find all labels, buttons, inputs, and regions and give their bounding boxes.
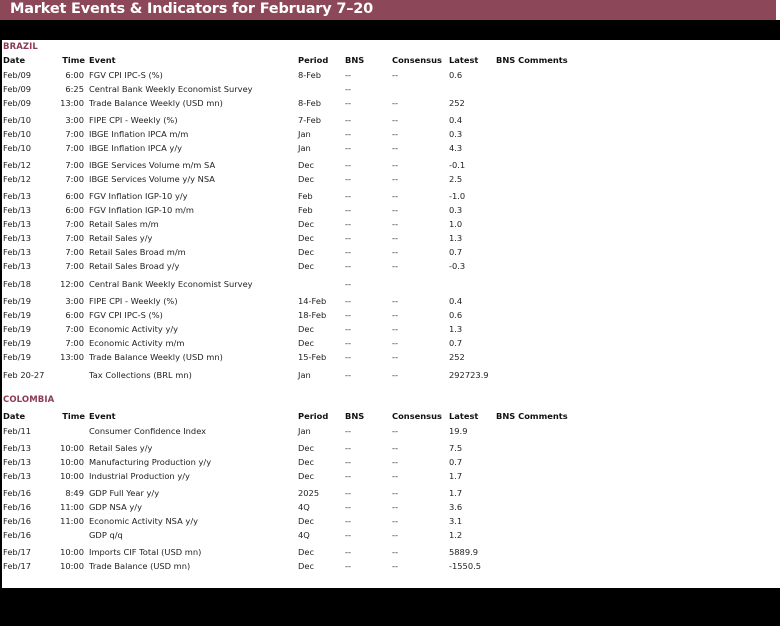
cell-consensus: -- <box>392 233 398 243</box>
table-row <box>2 217 778 231</box>
cell-consensus: -- <box>392 219 398 229</box>
cell-event: IBGE Services Volume m/m SA <box>89 160 216 170</box>
cell-bns: -- <box>345 426 351 436</box>
cell-date: Feb/13 <box>3 205 32 215</box>
cell-consensus: -- <box>392 205 398 215</box>
cell-period: Feb <box>298 191 313 201</box>
column-header-latest: Latest <box>449 411 479 421</box>
cell-bns: -- <box>345 516 351 526</box>
table-row <box>2 500 778 514</box>
cell-latest: -0.1 <box>449 160 466 170</box>
table-row <box>2 336 778 350</box>
cell-latest: 0.3 <box>449 129 463 139</box>
cell-date: Feb/18 <box>3 279 32 289</box>
cell-time: 13:00 <box>60 352 84 362</box>
cell-bns: -- <box>345 324 351 334</box>
column-header-event: Event <box>89 411 116 421</box>
column-header-date: Date <box>3 411 26 421</box>
table-row <box>2 259 778 273</box>
cell-date: Feb/10 <box>3 115 32 125</box>
events-table <box>2 40 780 588</box>
cell-date: Feb/13 <box>3 219 32 229</box>
column-header-period: Period <box>298 55 329 65</box>
cell-time: 6:25 <box>65 84 84 94</box>
cell-event: FGV Inflation IGP-10 m/m <box>89 205 194 215</box>
cell-date: Feb/13 <box>3 261 32 271</box>
cell-period: Dec <box>298 471 315 481</box>
cell-bns: -- <box>345 129 351 139</box>
column-header-time: Time <box>62 411 85 421</box>
table-row <box>2 441 778 455</box>
cell-latest: 0.6 <box>449 70 463 80</box>
table-row <box>2 277 778 291</box>
table-row <box>2 486 778 500</box>
cell-event: Industrial Production y/y <box>89 471 190 481</box>
cell-consensus: -- <box>392 352 398 362</box>
table-row <box>2 141 778 155</box>
column-header-row <box>2 409 778 423</box>
cell-latest: 3.1 <box>449 516 463 526</box>
cell-bns: -- <box>345 70 351 80</box>
cell-time: 3:00 <box>65 296 84 306</box>
cell-period: Jan <box>298 143 311 153</box>
cell-bns: -- <box>345 233 351 243</box>
cell-date: Feb/12 <box>3 160 32 170</box>
cell-event: Trade Balance Weekly (USD mn) <box>89 98 223 108</box>
cell-time: 10:00 <box>60 561 84 571</box>
column-header-row <box>2 53 778 67</box>
cell-bns: -- <box>345 174 351 184</box>
cell-event: Economic Activity m/m <box>89 338 185 348</box>
cell-date: Feb/16 <box>3 502 32 512</box>
cell-date: Feb/19 <box>3 352 32 362</box>
cell-latest: 2.5 <box>449 174 463 184</box>
table-row <box>2 514 778 528</box>
cell-period: Dec <box>298 261 315 271</box>
cell-date: Feb 20-27 <box>3 370 45 380</box>
cell-period: Dec <box>298 561 315 571</box>
cell-consensus: -- <box>392 143 398 153</box>
table-row <box>2 158 778 172</box>
cell-latest: 19.9 <box>449 426 468 436</box>
header-band <box>0 20 780 40</box>
cell-latest: 0.7 <box>449 338 463 348</box>
cell-bns: -- <box>345 115 351 125</box>
table-row <box>2 203 778 217</box>
cell-period: Feb <box>298 205 313 215</box>
cell-latest: 1.7 <box>449 488 463 498</box>
cell-date: Feb/17 <box>3 561 32 571</box>
cell-date: Feb/13 <box>3 443 32 453</box>
cell-latest: 1.0 <box>449 219 463 229</box>
cell-consensus: -- <box>392 160 398 170</box>
table-row <box>2 424 778 438</box>
cell-date: Feb/09 <box>3 70 32 80</box>
cell-event: Imports CIF Total (USD mn) <box>89 547 202 557</box>
cell-latest: 0.4 <box>449 115 463 125</box>
cell-date: Feb/09 <box>3 98 32 108</box>
cell-time: 7:00 <box>65 261 84 271</box>
cell-consensus: -- <box>392 530 398 540</box>
cell-bns: -- <box>345 502 351 512</box>
cell-date: Feb/10 <box>3 143 32 153</box>
title-edge <box>776 0 780 20</box>
cell-time: 7:00 <box>65 174 84 184</box>
cell-period: Dec <box>298 174 315 184</box>
cell-date: Feb/19 <box>3 324 32 334</box>
cell-event: Trade Balance (USD mn) <box>89 561 191 571</box>
cell-event: FGV CPI IPC-S (%) <box>89 310 163 320</box>
cell-time: 12:00 <box>60 279 84 289</box>
cell-bns: -- <box>345 530 351 540</box>
column-header-consensus: Consensus <box>392 411 442 421</box>
cell-consensus: -- <box>392 174 398 184</box>
cell-period: 7-Feb <box>298 115 321 125</box>
cell-period: 8-Feb <box>298 70 321 80</box>
cell-event: GDP q/q <box>89 530 123 540</box>
cell-event: IBGE Inflation IPCA m/m <box>89 129 189 139</box>
cell-event: Consumer Confidence Index <box>89 426 207 436</box>
cell-bns: -- <box>345 457 351 467</box>
cell-period: Jan <box>298 426 311 436</box>
cell-date: Feb/19 <box>3 338 32 348</box>
cell-time: 7:00 <box>65 338 84 348</box>
cell-time: 13:00 <box>60 98 84 108</box>
cell-latest: 0.7 <box>449 247 463 257</box>
cell-event: FGV CPI IPC-S (%) <box>89 70 163 80</box>
cell-time: 7:00 <box>65 129 84 139</box>
cell-bns: -- <box>345 205 351 215</box>
cell-period: 4Q <box>298 502 310 512</box>
column-header-comments: BNS Comments <box>496 411 568 421</box>
cell-event: Economic Activity y/y <box>89 324 179 334</box>
cell-time: 6:00 <box>65 191 84 201</box>
cell-latest: 1.2 <box>449 530 463 540</box>
table-row <box>2 455 778 469</box>
cell-consensus: -- <box>392 471 398 481</box>
section-label-colombia: COLOMBIA <box>3 395 55 405</box>
cell-consensus: -- <box>392 324 398 334</box>
title-banner <box>0 0 776 20</box>
cell-time: 7:00 <box>65 233 84 243</box>
cell-time: 6:00 <box>65 205 84 215</box>
cell-bns: -- <box>345 471 351 481</box>
cell-event: Economic Activity NSA y/y <box>89 516 199 526</box>
cell-event: Tax Collections (BRL mn) <box>89 370 192 380</box>
table-row <box>2 559 778 573</box>
cell-consensus: -- <box>392 443 398 453</box>
cell-event: Retail Sales Broad y/y <box>89 261 180 271</box>
table-row <box>2 294 778 308</box>
cell-consensus: -- <box>392 310 398 320</box>
cell-date: Feb/13 <box>3 471 32 481</box>
cell-bns: -- <box>345 160 351 170</box>
column-header-bns: BNS <box>345 55 365 65</box>
table-row <box>2 245 778 259</box>
cell-consensus: -- <box>392 70 398 80</box>
cell-event: Retail Sales y/y <box>89 233 153 243</box>
table-row <box>2 189 778 203</box>
cell-date: Feb/16 <box>3 530 32 540</box>
cell-bns: -- <box>345 310 351 320</box>
table-row <box>2 545 778 559</box>
table-row <box>2 528 778 542</box>
cell-period: Dec <box>298 247 315 257</box>
cell-bns: -- <box>345 84 351 94</box>
cell-date: Feb/12 <box>3 174 32 184</box>
column-header-consensus: Consensus <box>392 55 442 65</box>
table-row <box>2 469 778 483</box>
cell-bns: -- <box>345 561 351 571</box>
cell-time: 11:00 <box>60 516 84 526</box>
cell-consensus: -- <box>392 261 398 271</box>
cell-date: Feb/10 <box>3 129 32 139</box>
cell-period: Dec <box>298 324 315 334</box>
cell-date: Feb/13 <box>3 191 32 201</box>
cell-latest: 0.6 <box>449 310 463 320</box>
cell-period: Dec <box>298 516 315 526</box>
cell-event: GDP NSA y/y <box>89 502 143 512</box>
cell-time: 7:00 <box>65 219 84 229</box>
cell-date: Feb/09 <box>3 84 32 94</box>
column-header-event: Event <box>89 55 116 65</box>
cell-latest: -1.0 <box>449 191 466 201</box>
cell-consensus: -- <box>392 338 398 348</box>
cell-period: 14-Feb <box>298 296 327 306</box>
cell-period: Dec <box>298 443 315 453</box>
cell-bns: -- <box>345 247 351 257</box>
column-header-time: Time <box>62 55 85 65</box>
cell-time: 10:00 <box>60 443 84 453</box>
cell-period: 4Q <box>298 530 310 540</box>
cell-time: 7:00 <box>65 247 84 257</box>
cell-date: Feb/13 <box>3 233 32 243</box>
cell-bns: -- <box>345 279 351 289</box>
cell-time: 8:49 <box>65 488 84 498</box>
cell-time: 3:00 <box>65 115 84 125</box>
cell-event: GDP Full Year y/y <box>89 488 160 498</box>
column-header-latest: Latest <box>449 55 479 65</box>
cell-date: Feb/17 <box>3 547 32 557</box>
cell-event: Central Bank Weekly Economist Survey <box>89 84 253 94</box>
cell-consensus: -- <box>392 426 398 436</box>
cell-period: Jan <box>298 129 311 139</box>
cell-period: Dec <box>298 219 315 229</box>
cell-period: Dec <box>298 338 315 348</box>
cell-time: 10:00 <box>60 457 84 467</box>
cell-time: 6:00 <box>65 70 84 80</box>
column-header-date: Date <box>3 55 26 65</box>
cell-bns: -- <box>345 547 351 557</box>
cell-time: 7:00 <box>65 324 84 334</box>
cell-period: 8-Feb <box>298 98 321 108</box>
cell-time: 10:00 <box>60 547 84 557</box>
cell-event: IBGE Services Volume y/y NSA <box>89 174 215 184</box>
cell-bns: -- <box>345 143 351 153</box>
table-row <box>2 322 778 336</box>
column-header-bns: BNS <box>345 411 365 421</box>
cell-bns: -- <box>345 352 351 362</box>
cell-time: 11:00 <box>60 502 84 512</box>
cell-consensus: -- <box>392 457 398 467</box>
cell-latest: 0.7 <box>449 457 463 467</box>
cell-time: 7:00 <box>65 143 84 153</box>
cell-consensus: -- <box>392 547 398 557</box>
cell-period: 15-Feb <box>298 352 327 362</box>
table-row <box>2 68 778 82</box>
table-row <box>2 113 778 127</box>
cell-bns: -- <box>345 488 351 498</box>
column-header-period: Period <box>298 411 329 421</box>
table-row <box>2 308 778 322</box>
table-row <box>2 350 778 364</box>
section-label-brazil: BRAZIL <box>3 42 38 52</box>
cell-period: 2025 <box>298 488 320 498</box>
cell-period: Jan <box>298 370 311 380</box>
cell-latest: 1.3 <box>449 233 463 243</box>
cell-consensus: -- <box>392 115 398 125</box>
cell-event: Central Bank Weekly Economist Survey <box>89 279 253 289</box>
cell-event: Retail Sales Broad m/m <box>89 247 186 257</box>
cell-latest: 4.3 <box>449 143 463 153</box>
cell-event: Retail Sales y/y <box>89 443 153 453</box>
cell-bns: -- <box>345 261 351 271</box>
cell-consensus: -- <box>392 129 398 139</box>
cell-event: FIPE CPI - Weekly (%) <box>89 115 178 125</box>
cell-date: Feb/16 <box>3 516 32 526</box>
cell-latest: 3.6 <box>449 502 463 512</box>
cell-bns: -- <box>345 370 351 380</box>
cell-latest: 1.3 <box>449 324 463 334</box>
cell-period: 18-Feb <box>298 310 327 320</box>
cell-period: Dec <box>298 547 315 557</box>
page-title: Market Events & Indicators for February 7–20 <box>10 1 374 17</box>
cell-latest: 292723.9 <box>449 370 489 380</box>
cell-event: FGV Inflation IGP-10 y/y <box>89 191 188 201</box>
cell-time: 7:00 <box>65 160 84 170</box>
cell-latest: 252 <box>449 352 465 362</box>
table-row <box>2 127 778 141</box>
table-row <box>2 231 778 245</box>
cell-consensus: -- <box>392 516 398 526</box>
cell-consensus: -- <box>392 191 398 201</box>
cell-consensus: -- <box>392 561 398 571</box>
table-row <box>2 82 778 96</box>
cell-date: Feb/11 <box>3 426 32 436</box>
cell-latest: -0.3 <box>449 261 466 271</box>
cell-latest: 7.5 <box>449 443 463 453</box>
cell-event: Retail Sales m/m <box>89 219 159 229</box>
cell-event: Trade Balance Weekly (USD mn) <box>89 352 223 362</box>
cell-date: Feb/19 <box>3 296 32 306</box>
cell-latest: 0.3 <box>449 205 463 215</box>
cell-event: IBGE Inflation IPCA y/y <box>89 143 183 153</box>
cell-consensus: -- <box>392 98 398 108</box>
cell-consensus: -- <box>392 370 398 380</box>
cell-latest: 1.7 <box>449 471 463 481</box>
cell-period: Dec <box>298 160 315 170</box>
cell-event: Manufacturing Production y/y <box>89 457 212 467</box>
table-row <box>2 96 778 110</box>
cell-event: FIPE CPI - Weekly (%) <box>89 296 178 306</box>
cell-latest: -1550.5 <box>449 561 482 571</box>
cell-consensus: -- <box>392 488 398 498</box>
cell-consensus: -- <box>392 296 398 306</box>
cell-bns: -- <box>345 98 351 108</box>
cell-date: Feb/19 <box>3 310 32 320</box>
cell-period: Dec <box>298 233 315 243</box>
cell-latest: 5889.9 <box>449 547 479 557</box>
table-row <box>2 172 778 186</box>
cell-bns: -- <box>345 191 351 201</box>
column-header-comments: BNS Comments <box>496 55 568 65</box>
cell-latest: 252 <box>449 98 465 108</box>
cell-bns: -- <box>345 219 351 229</box>
cell-consensus: -- <box>392 247 398 257</box>
cell-date: Feb/16 <box>3 488 32 498</box>
cell-date: Feb/13 <box>3 247 32 257</box>
cell-period: Dec <box>298 457 315 467</box>
cell-bns: -- <box>345 296 351 306</box>
cell-latest: 0.4 <box>449 296 463 306</box>
cell-time: 10:00 <box>60 471 84 481</box>
cell-time: 6:00 <box>65 310 84 320</box>
cell-consensus: -- <box>392 502 398 512</box>
cell-bns: -- <box>345 338 351 348</box>
table-row <box>2 368 778 382</box>
cell-date: Feb/13 <box>3 457 32 467</box>
cell-bns: -- <box>345 443 351 453</box>
